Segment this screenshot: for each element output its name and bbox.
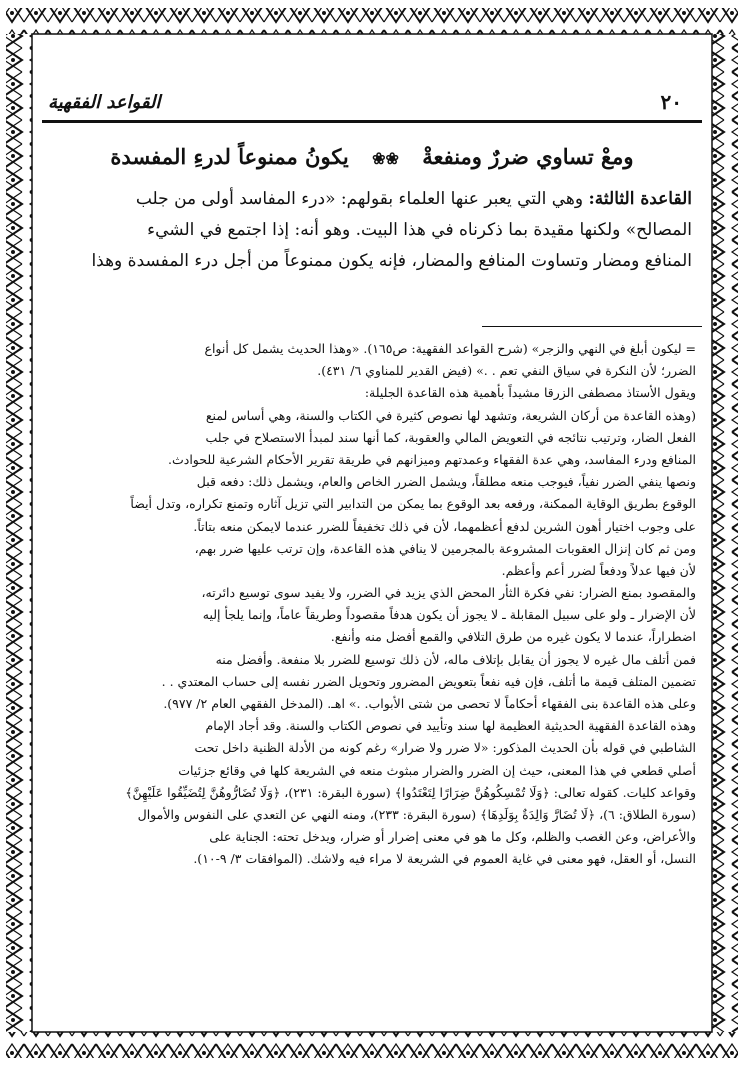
footnote-line: لأن فيها عدلاً ودفعاً لضرر أعم وأعظم. [501, 562, 696, 578]
body-line [52, 215, 692, 246]
body-line [52, 184, 692, 215]
footnote-line: والمقصود بمنع الضرار: نفي فكرة الثأر المحض الذي يزيد في الضرر، ولا يفيد سوى توسيع دائرته، [201, 585, 696, 601]
footnote-line: اضطراراً، عندما لا يكون غيره من طرق التلافي والقمع أفضل منه وأنفع. [330, 629, 696, 645]
footnote-line: ونصها ينفي الضرر نفياً، فيوجب منعه مطلقاً، ويشمل الضرر الخاص والعام، ويشمل ذلك: دفعه قبل [196, 474, 696, 490]
footnote-line: المنافع ودرء المفاسد، وهي عدة الفقهاء وعمدتهم وميزانهم في طريقة تقرير الأحكام الشرعية للحوادث. [168, 451, 696, 467]
footnote-line: والأعراض، وعن الغصب والظلم، وكل ما هو في معنى إضرار أو ضرار، ويدخل تحته: الجناية على [209, 829, 696, 845]
footnote-line: لأن الإضرار ـ ولو على سبيل المقابلة ـ لا يجوز أن يكون هدفاً مقصوداً وطريقاً عاماً، وإنما يلجأ إليه [202, 607, 696, 623]
body-line [52, 246, 692, 277]
footnote-line: تضمين المتلف قيمة ما أتلف، فإن فيه نفعاً بتعويض المضرور وتحويل الضرر نفسه إلى حساب المعتدي . . [161, 673, 696, 689]
footnote-separator [482, 326, 702, 327]
footnote-line: (وهذه القاعدة من أركان الشريعة، وتشهد لها نصوص كثيرة في الكتاب والسنة، وهي أساس لمنع [205, 407, 696, 423]
verse-first-hemistich: ومعْ تساوي ضررٌ ومنفعةْ [422, 144, 634, 169]
footnote-line: الوقوع بطريق الوقاية الممكنة، ورفعه بعد الوقوع بما يمكن من التدابير التي تزيل آثاره وتمنع تكراره، وتدل أيضاً [130, 496, 696, 512]
header-rule [42, 120, 702, 123]
running-title: القواعد الفقهية [48, 92, 161, 113]
footnote-line: وهذه القاعدة الفقهية الحديثية العظيمة لها سند وتأييد في نصوص الكتاب والسنة. وقد أجاد الإمام [205, 718, 696, 734]
footnote-line: الضرر؛ لأن النكرة في سياق النفي تعم . .» (فيض القدير للمناوي ٦/ ٤٣١). [317, 363, 696, 379]
footnote-line: وقواعد كليات. كقوله تعالى: ﴿وَلَا تُمْسِكُوهُنَّ ضِرَارًا لِتَعْتَدُوا﴾ (سورة البقرة: ٢٣١)، ﴿وَلَا تُضَارُّوهُنَّ لِتُضَيِّقُوا عَلَيْهِنَّ﴾ [125, 784, 696, 800]
footnote-line: فمن أتلف مال غيره لا يجوز أن يقابل بإتلاف ماله، لأن ذلك توسيع للضرر بلا منفعة. وأفضل منه [215, 651, 696, 667]
footnote-line: = ليكون أبلغ في النهي والزجر» (شرح القواعد الفقهية: ص١٦٥). «وهذا الحديث يشمل كل أنواع [204, 341, 696, 356]
footnote-line: النسل، أو العقل، فهو معنى في غاية العموم في الشريعة لا مراء فيه ولاشك. (الموافقات ٣/ ٩-١٠). [193, 851, 696, 867]
footnote-line: الشاطبي في قوله بأن الحديث المذكور: «لا ضرر ولا ضرار» رغم كونه من الأدلة الظنية داخل تحت [194, 740, 696, 756]
body-line-text: المنافع ومضار وتساوت المنافع والمضار، فإنه يكون ممنوعاً من أجل درء المفسدة وهذا [91, 251, 692, 271]
footnote-line: ومن ثم كان إنزال العقوبات المشروعة بالمجرمين لا ينافي هذه القاعدة، وإن ترتب عليها ضرر بهم، [194, 540, 696, 556]
footnote-line: ويقول الأستاذ مصطفى الزرقا مشيداً بأهمية هذه القاعدة الجليلة: [364, 385, 696, 401]
verse-second-hemistich: يكونُ ممنوعاً لدرءِ المفسدة [110, 144, 349, 169]
footnote-line: على وجوب اختيار أهون الشرين لدفع أعظمهما، لأن في ذلك تخفيفاً للضرر عندما لايمكن منعه بتاتاً. [193, 518, 696, 534]
footnote-line: (سورة الطلاق: ٦)، ﴿لَا تُضَارَّ وَالِدَةٌ بِوَلَدِهَا﴾ (سورة البقرة: ٢٣٣)، ومنه النهي عن التعدي على النفوس والأموال [137, 806, 696, 822]
footnote-line: وعلى هذه القاعدة بنى الفقهاء أحكاماً لا تحصى من شتى الأبواب. .» اهـ. (المدخل الفقهي العام ٢/ ٩٧٧). [163, 696, 696, 711]
main-text [52, 184, 692, 277]
rule-heading: القاعدة الثالثة: [588, 189, 692, 209]
poem-verse [42, 144, 702, 176]
footnotes [52, 338, 696, 871]
footnote-line: الفعل الضار، وترتيب نتائجه في التعويض المالي والعقوبة، كما أنها سند لمبدأ الاستصلاح في جلب [205, 429, 696, 445]
body-line-text: المصالح» ولكنها مقيدة بما ذكرناه في هذا البيت. وهو أنه: إذا اجتمع في الشيء [147, 220, 692, 240]
footnote-line: أصلي قطعي في هذا المعنى، حيث إن الضرر والضرار مبثوث منعه في الشريعة كلها في وقائع جزئيات [178, 762, 696, 778]
verse-separator-icon: ❀❀ [372, 149, 399, 168]
page-header [42, 90, 702, 116]
body-line-text: وهي التي يعبر عنها العلماء بقولهم: «درء المفاسد أولى من جلب [135, 189, 589, 209]
page-number: ٢٠ [660, 90, 682, 114]
page-content [42, 80, 702, 1020]
